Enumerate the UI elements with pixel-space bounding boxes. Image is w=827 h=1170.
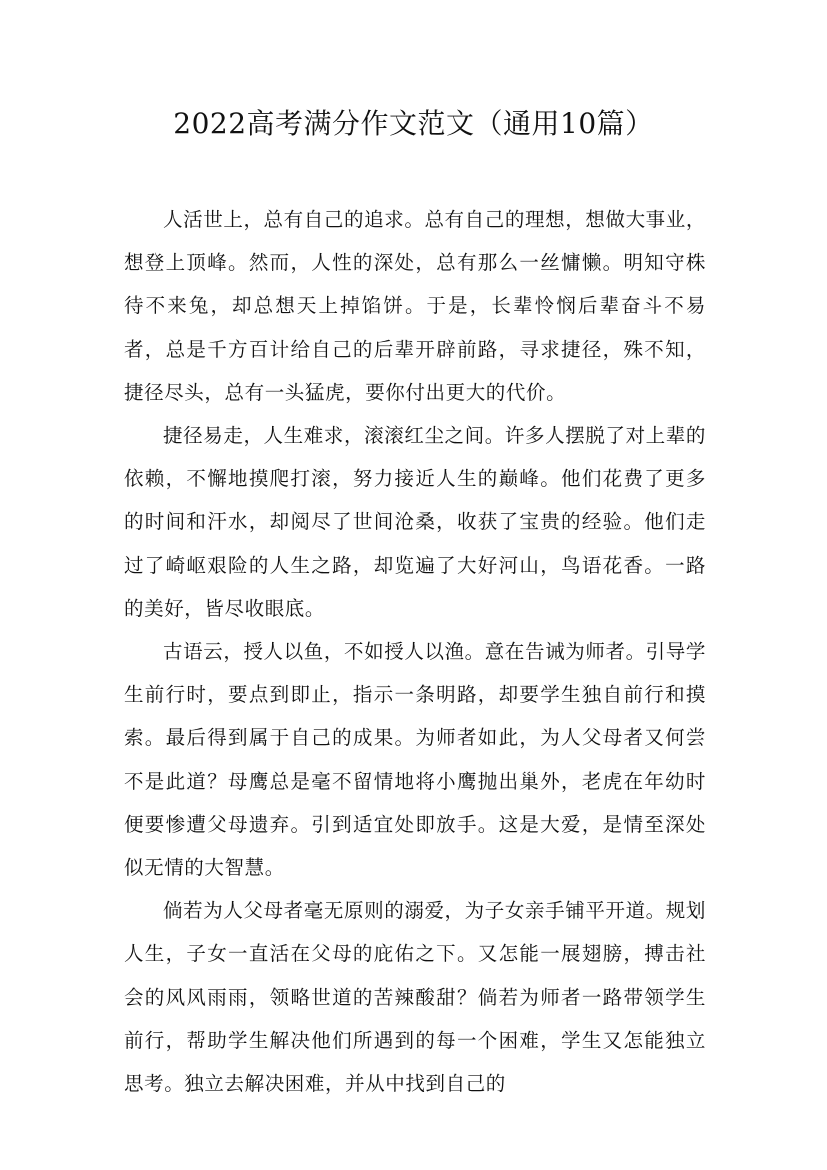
paragraph-4: 倘若为人父母者毫无原则的溺爱，为子女亲手铺平开道。规划人生，子女一直活在父母的庇佑之下。又怎能一展翅膀，搏击社会的风风雨雨，领略世道的苦辣酸甜？倘若为师者一路带领学生前行，帮助学生解决他们所遇到的每一个困难，学生又怎能独立思考。独立去解决困难，并从中找到自己的	[124, 899, 706, 1096]
document-body	[124, 198, 706, 1105]
paragraph-2: 捷径易走，人生难求，滚滚红尘之间。许多人摆脱了对上辈的依赖，不懈地摸爬打滚，努力接近人生的巅峰。他们花费了更多的时间和汗水，却阅尽了世间沧桑，收获了宝贵的经验。他们走过了崎岖艰险的人生之路，却览遍了大好河山，鸟语花香。一路的美好，皆尽收眼底。	[124, 424, 706, 620]
paragraph-1: 人活世上，总有自己的追求。总有自己的理想，想做大事业，想登上顶峰。然而，人性的深处，总有那么一丝慵懒。明知守株待不来兔，却总想天上掉馅饼。于是，长辈怜悯后辈奋斗不易者，总是千方百计给自己的后辈开辟前路，寻求捷径，殊不知，捷径尽头，总有一头猛虎，要你付出更大的代价。	[124, 208, 706, 404]
document-title: 2022高考满分作文范文（通用10篇）	[173, 107, 654, 140]
paragraph-3: 古语云，授人以鱼，不如授人以渔。意在告诫为师者。引导学生前行时，要点到即止，指示一条明路，却要学生独自前行和摸索。最后得到属于自己的成果。为师者如此，为人父母者又何尝不是此道？母鹰总是毫不留情地将小鹰抛出巢外，老虎在年幼时便要惨遭父母遗弃。引到适宜处即放手。这是大爱，是情至深处似无情的大智慧。	[124, 640, 706, 880]
